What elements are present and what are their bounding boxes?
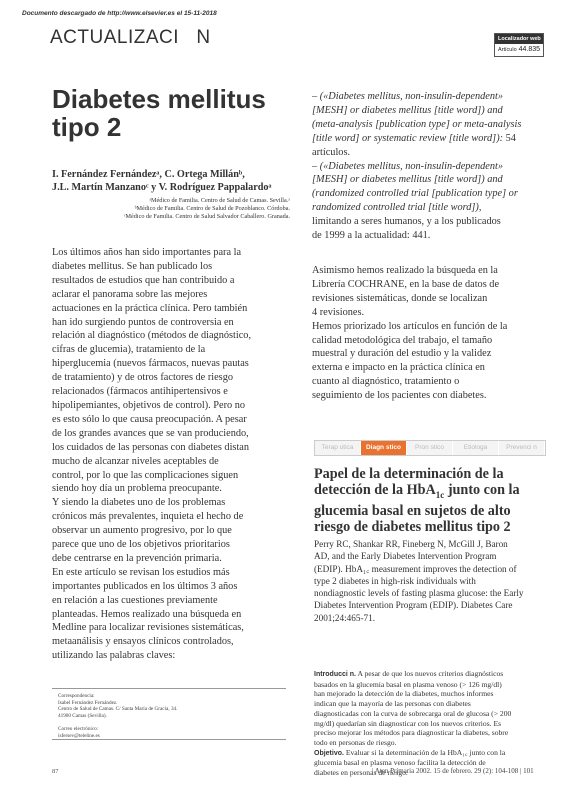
article-number: 44.835 — [518, 46, 541, 53]
abstract-line — [314, 738, 548, 748]
paper-reference — [314, 538, 548, 624]
body-line: observar un aumento progresivo, por lo que — [52, 525, 232, 537]
reference-line: type 2 diabetes in high-risk individuals with — [314, 575, 476, 586]
body-line: relación al diagnóstico (métodos de diagnóstico, — [52, 330, 252, 342]
correspondence-line — [58, 719, 280, 726]
affiliation-line: ᶜMédico de Familia. Centro de Salud Salvador Caballero. Granada. — [123, 213, 290, 220]
reference-line: 2001;24:465-71. — [314, 612, 375, 623]
correspondence-box — [52, 688, 286, 740]
correspondence-line: isfersev@teleline.es — [58, 732, 100, 739]
search-text: [MESH] or diabetes mellitus [title word]) and — [312, 174, 503, 186]
search-text: – («Diabetes mellitus, non-insulin-dependent» — [312, 160, 504, 172]
search-line — [312, 104, 548, 118]
body-line: cuanto al diagnóstico, tratamiento o — [312, 376, 460, 388]
cochrane-search-text — [312, 264, 548, 403]
search-text: de 1999 a la actualidad: 441. — [312, 230, 431, 242]
body-line: diabetes mellitus. Se han publicado los — [52, 260, 213, 272]
search-line — [312, 201, 548, 215]
body-line: en relación a las cuestiones previamente — [52, 594, 218, 606]
search-text: limitando a seres humanos, y a los publicados — [312, 216, 501, 228]
search-text: (randomized controlled trial [publication type] or — [312, 188, 518, 200]
abstract-text: preciso mejorar los métodos para diagnosticar la diabetes, sobre — [314, 728, 509, 738]
tab-prevenci-n[interactable]: Prevenci n — [499, 441, 545, 455]
affiliation-line: ᵇMédico de Familia. Centro de Salud de Pozoblanco. Córdoba. — [134, 205, 290, 212]
tab-pron-stico[interactable]: Pron stico — [407, 441, 453, 455]
body-line: mucho de alcanzar niveles aceptables de — [52, 455, 219, 467]
body-line: calidad metodológica del trabajo, el tamaño — [312, 334, 493, 346]
download-note: Documento descargado de http://www.elsevier.es el 15-11-2018 — [22, 10, 217, 17]
body-line: En este artículo se revisan los estudios más — [52, 566, 230, 578]
correspondence-line: Centro de Salud de Camas. C/ Santa María de Gracia, 34. — [58, 706, 178, 713]
search-count: 54 — [503, 132, 516, 144]
abstract-text: Evaluar si la determinación de la HbA₁꜀ junto con la — [343, 747, 506, 757]
web-locator-label: Localizador web — [495, 34, 543, 44]
reference-line: AD, and the Early Diabetes Intervention Program — [314, 551, 497, 562]
body-line: de los grandes avances que se van produciendo, — [52, 427, 249, 439]
search-text: artículos. — [312, 146, 351, 158]
reference-line: (EDIP). HbA₁꜀ measurement improves the detection of — [314, 563, 517, 574]
body-line: metaanálisis y ensayos clínicos controlados, — [52, 636, 234, 648]
author-list — [52, 168, 292, 194]
author-line: I. Fernández Fernándezᵃ, C. Ortega Millánᵇ, — [52, 169, 245, 180]
tab-etiologa[interactable]: Etiologa — [453, 441, 499, 455]
abstract-text: diabetes en personas de riesgo. — [314, 768, 408, 778]
search-text: randomized controlled trial [title word]), — [312, 202, 482, 214]
abstract-line — [314, 719, 548, 729]
web-locator-box — [494, 33, 544, 57]
search-line — [312, 173, 548, 187]
article-locator: Artículo 44.835 — [498, 46, 541, 53]
correspondence-line: Isabel Fernández Fernández. — [58, 699, 118, 706]
body-line: siendo hoy día un problema preocupante. — [52, 483, 222, 495]
body-line: Los últimos años han sido importantes para la — [52, 247, 242, 258]
abstract-line — [314, 680, 548, 690]
search-strategy-text — [312, 90, 548, 243]
body-line: Hemos priorizado los artículos en función de la — [312, 320, 508, 332]
author-line: J.L. Martín Manzanoᶜ y V. Rodríguez Pappalardoᵃ — [52, 182, 272, 193]
study-type-tabs — [314, 440, 546, 456]
reference-line: nondiagnostic levels of fasting plasma glucose: the Early — [314, 588, 524, 599]
objective-label: Objetivo. — [314, 749, 344, 757]
left-column-text — [52, 246, 286, 663]
search-line — [312, 146, 548, 160]
body-line: de tratamiento) y de otros factores de riesgo — [52, 372, 233, 384]
body-line: Y siendo la diabetes uno de los problemas — [52, 497, 226, 509]
body-line: 4 revisiones. — [312, 306, 365, 318]
search-text: – («Diabetes mellitus, non-insulin-dependent» — [312, 91, 504, 102]
search-text: [title word] or systematic review [title word]): — [312, 132, 504, 144]
body-line: crónicos más prevalentes, inquieta el hecho de — [52, 511, 244, 523]
abstract-text: todo en personas de riesgo. — [314, 737, 397, 747]
body-line: aclarar el panorama sobre las mejores — [52, 288, 208, 300]
abstract-text: A pesar de que los nuevos criterios diagnósticos — [356, 669, 504, 678]
search-text: [MESH] or diabetes mellitus [title word]) and — [312, 104, 503, 116]
abstract-text: diagnosticadas con la curva de sobrecarga oral de glucosa (> 200 — [314, 708, 512, 718]
correspondence-line: Correo electrónico: — [58, 725, 99, 732]
abstract-line — [314, 669, 548, 680]
paper-abstract — [314, 669, 548, 778]
body-line: importantes publicados en los últimos 3 años — [52, 580, 238, 592]
section-title: ACTUALIZACI N — [50, 27, 211, 48]
abstract-line — [314, 709, 548, 719]
body-line: revisiones sistemáticas, donde se localizan — [312, 292, 488, 304]
body-line: resultados de estudios que han contribuido a — [52, 274, 235, 286]
body-line: externa e impacto en la práctica clínica en — [312, 362, 485, 374]
body-line: hipolipemiantes, objetivos de control). Pero no — [52, 399, 246, 411]
body-line: los cuidados de las personas con diabetes distan — [52, 441, 250, 453]
page-number-left: 87 — [52, 768, 59, 775]
reviewed-paper-title: Papel de la determinación de la detección de la HbA$_{1c}$ junto con la glucemia basal en sujetos de alto riesgo de diabetes mellitus tipo 2 — [314, 466, 520, 535]
reference-line: Perry RC, Shankar RR, Fineberg N, McGill J, Baron — [314, 539, 508, 549]
body-line: es esto sólo lo que causa preocupación. A pesar — [52, 413, 247, 425]
body-line: planteadas. Hemos realizado una búsqueda en — [52, 608, 242, 620]
journal-footer: | Aten Primaria 2002. 15 de febrero. 29 (2): 104-108 | 101 — [372, 767, 534, 775]
article-title: Diabetes mellitus tipo 2 — [52, 84, 266, 142]
search-line — [312, 90, 548, 104]
abstract-text: glucemia basal en plasma venoso facilita la detección de — [314, 758, 486, 768]
body-line: Medline para localizar revisiones sistemáticas, — [52, 622, 244, 634]
introduction-label: Introducci n. — [314, 671, 356, 678]
search-line — [312, 215, 548, 229]
search-text: (meta-analysis [publication type] or meta-analysis — [312, 118, 522, 130]
body-line: Librería COCHRANE, en la base de datos de — [312, 278, 500, 290]
abstract-text: indican que la mayoría de las personas con diabetes — [314, 699, 471, 709]
affiliations — [52, 197, 290, 221]
body-line: muestral y duración del estudio y la validez — [312, 348, 492, 360]
abstract-line — [314, 748, 548, 759]
correspondence-line: 41900 Camas (Sevilla). — [58, 712, 107, 719]
reference-line: Diabetes Intervention Program (EDIP). Diabetes Care — [314, 600, 513, 611]
abstract-text: mg/dl) quedarían sin diagnosticar con los nuevos criterios. Es — [314, 718, 502, 728]
body-line: parece que uno de los objetivos prioritarios — [52, 539, 230, 551]
body-line: debe centrarse en la prevención primaria. — [52, 552, 222, 564]
abstract-line — [314, 689, 548, 699]
body-line: hiperglucemia (nuevos fármacos, nuevas pautas — [52, 358, 249, 370]
body-line: cifras de glucemia), tratamiento de la — [52, 344, 206, 356]
correspondence-line: Correspondencia: — [58, 693, 95, 699]
abstract-text: han mejorado la detección de la diabetes, muchos informes — [314, 689, 494, 699]
abstract-text: basados en la glucemia basal en plasma venoso (> 126 mg/dl) — [314, 679, 502, 689]
body-line: control, por lo que las complicaciones siguen — [52, 469, 239, 481]
body-line: utilizando las palabras claves: — [52, 650, 176, 662]
abstract-line — [314, 699, 548, 709]
search-line — [312, 160, 548, 174]
tab-terap-utica[interactable]: Terap utica — [315, 441, 361, 455]
body-line: actuaciones en la práctica clínica. Pero también — [52, 302, 248, 314]
search-line — [312, 118, 548, 132]
body-line: relacionados (fármacos antihipertensivos e — [52, 386, 228, 398]
search-line — [312, 229, 548, 243]
search-line — [312, 132, 548, 146]
body-line: han ido surgiendo puntos de controversia en — [52, 316, 234, 328]
tab-diagn-stico[interactable]: Diagn stico — [361, 441, 407, 455]
affiliation-line: ᵃMédico de Familia. Centro de Salud de Camas. Sevilla.ᵃ — [149, 197, 290, 204]
body-line: Asimismo hemos realizado la búsqueda en la — [312, 265, 498, 276]
abstract-line — [314, 728, 548, 738]
body-line: seguimiento de los pacientes con diabetes. — [312, 390, 487, 402]
search-line — [312, 187, 548, 201]
